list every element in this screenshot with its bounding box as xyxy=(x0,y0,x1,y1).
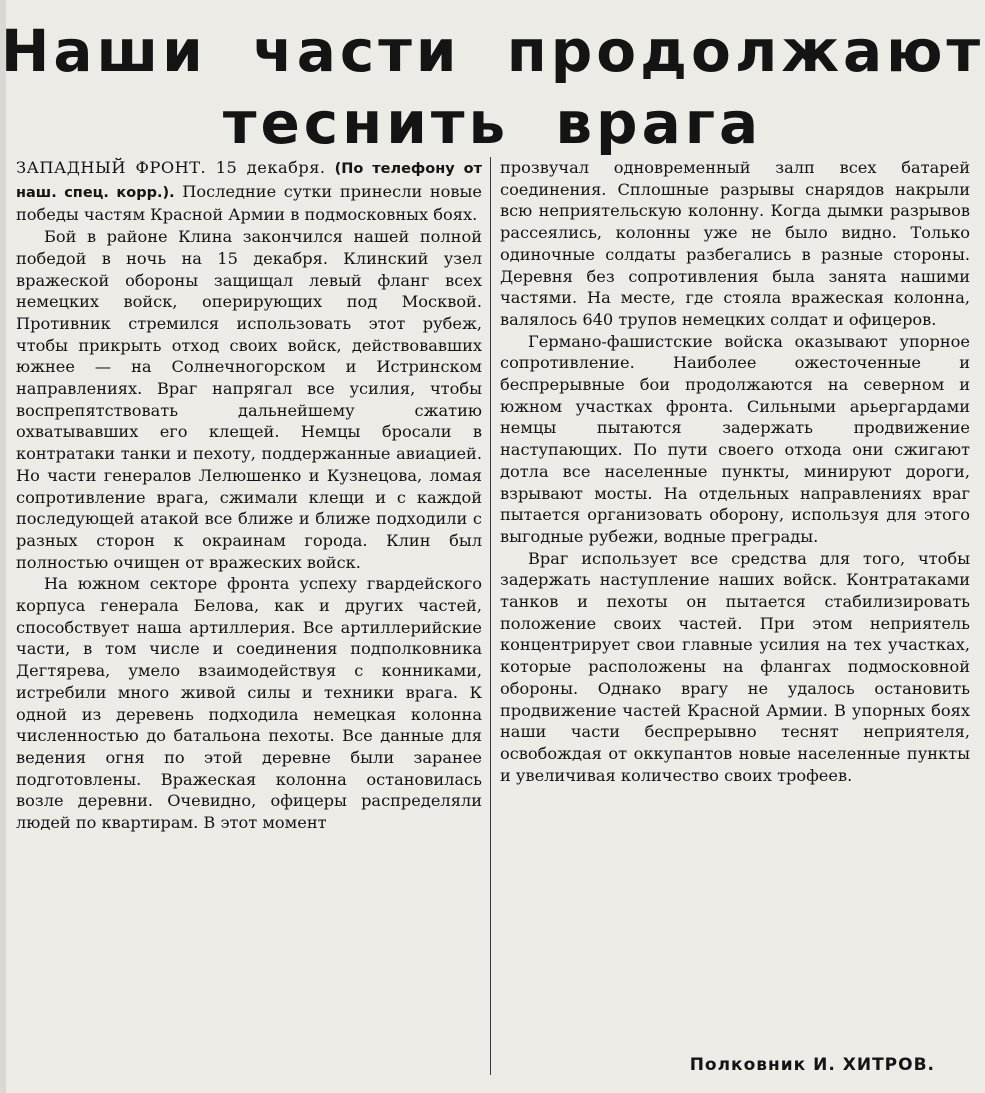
headline-line-2: теснить врага xyxy=(222,89,763,157)
paper-edge xyxy=(0,0,6,1093)
dateline: ЗАПАДНЫЙ ФРОНТ. 15 декабря. xyxy=(16,158,326,177)
headline-line-1: Наши части продолжают xyxy=(0,17,985,85)
article-lead-paragraph xyxy=(16,157,482,226)
article-paragraph: Бой в районе Клина закончился нашей полной победой в ночь на 15 декабря. Клинский узел вражеской обороны защищал левый фланг всех немецких войск, оперирующих под Москвой. Противник стремился использовать этот рубеж, чтобы прикрыть отход своих войск, действовавших южнее — на Солнечногорском и Истринском направлениях. Враг напрягал все усилия, чтобы воспрепятствовать дальнейшему сжатию охватывавших его клещей. Немцы бросали в контратаки танки и пехоту, поддержанные авиацией. Но части генералов Лелюшенко и Кузнецова, ломая сопротивление врага, сжимали клещи и с каждой последующей атакой все ближе и ближе подходили с разных сторон к окраинам города. Клин был полностью очищен от вражеских войск. xyxy=(16,227,482,572)
article-paragraph: Германо-фашистские войска оказывают упорное сопротивление. Наиболее ожесточенные и беспрерывные бои продолжаются на северном и южном участках фронта. Сильными арьергардами немцы пытаются задержать продвижение наступающих. По пути своего отхода они сжигают дотла все населенные пункты, минируют дороги, взрывают мосты. На отдельных направлениях враг пытается организовать оборону, используя для этого выгодные рубежи, водные преграды. xyxy=(500,331,970,546)
article-paragraph-continued: прозвучал одновременный залп всех батарей соединения. Сплошные разрывы снарядов накрыли всю неприятельскую колонну. Когда дымки разрывов рассеялись, колонны уже не было видно. Только одиночные солдаты разбегались в разные стороны. Деревня без сопротивления была занята нашими частями. На месте, где стояла вражеская колонна, валялось 640 трупов немецких солдат и офицеров. xyxy=(500,158,970,329)
article-column-right xyxy=(500,157,970,786)
source-credit: (По телефону от наш. спец. корр.). xyxy=(16,161,482,201)
column-divider xyxy=(490,157,491,1075)
article-paragraph: Враг использует все средства для того, чтобы задержать наступление наших войск. Контратаками танков и пехоты он пытается стабилизировать положение своих частей. При этом неприятель концентрирует свои главные усилия на тех участках, которые расположены на флангах подмосковной обороны. Однако врагу не удалось остановить продвижение частей Красной Армии. В упорных боях наши части беспрерывно теснят неприятеля, освобождая от оккупантов новые населенные пункты и увеличивая количество своих трофеев. xyxy=(500,548,970,785)
lead-text: Последние сутки принесли новые победы частям Красной Армии в подмосковных боях. xyxy=(16,181,482,225)
article-paragraph: На южном секторе фронта успеху гвардейского корпуса генерала Белова, как и других частей, способствует наша артиллерия. Все артиллерийские части, в том числе и соединения подполковника Дегтярева, умело взаимодействуя с конниками, истребили много живой силы и техники врага. К одной из деревень подходила немецкая колонна численностью до батальона пехоты. Все данные для ведения огня по этой деревне были заранее подготовлены. Вражеская колонна остановилась возле деревни. Очевидно, офицеры распределяли людей по квартирам. В этот момент xyxy=(16,574,482,833)
author-signature: Полковник И. ХИТРОВ. xyxy=(689,1055,935,1075)
article-column-left xyxy=(16,157,482,834)
